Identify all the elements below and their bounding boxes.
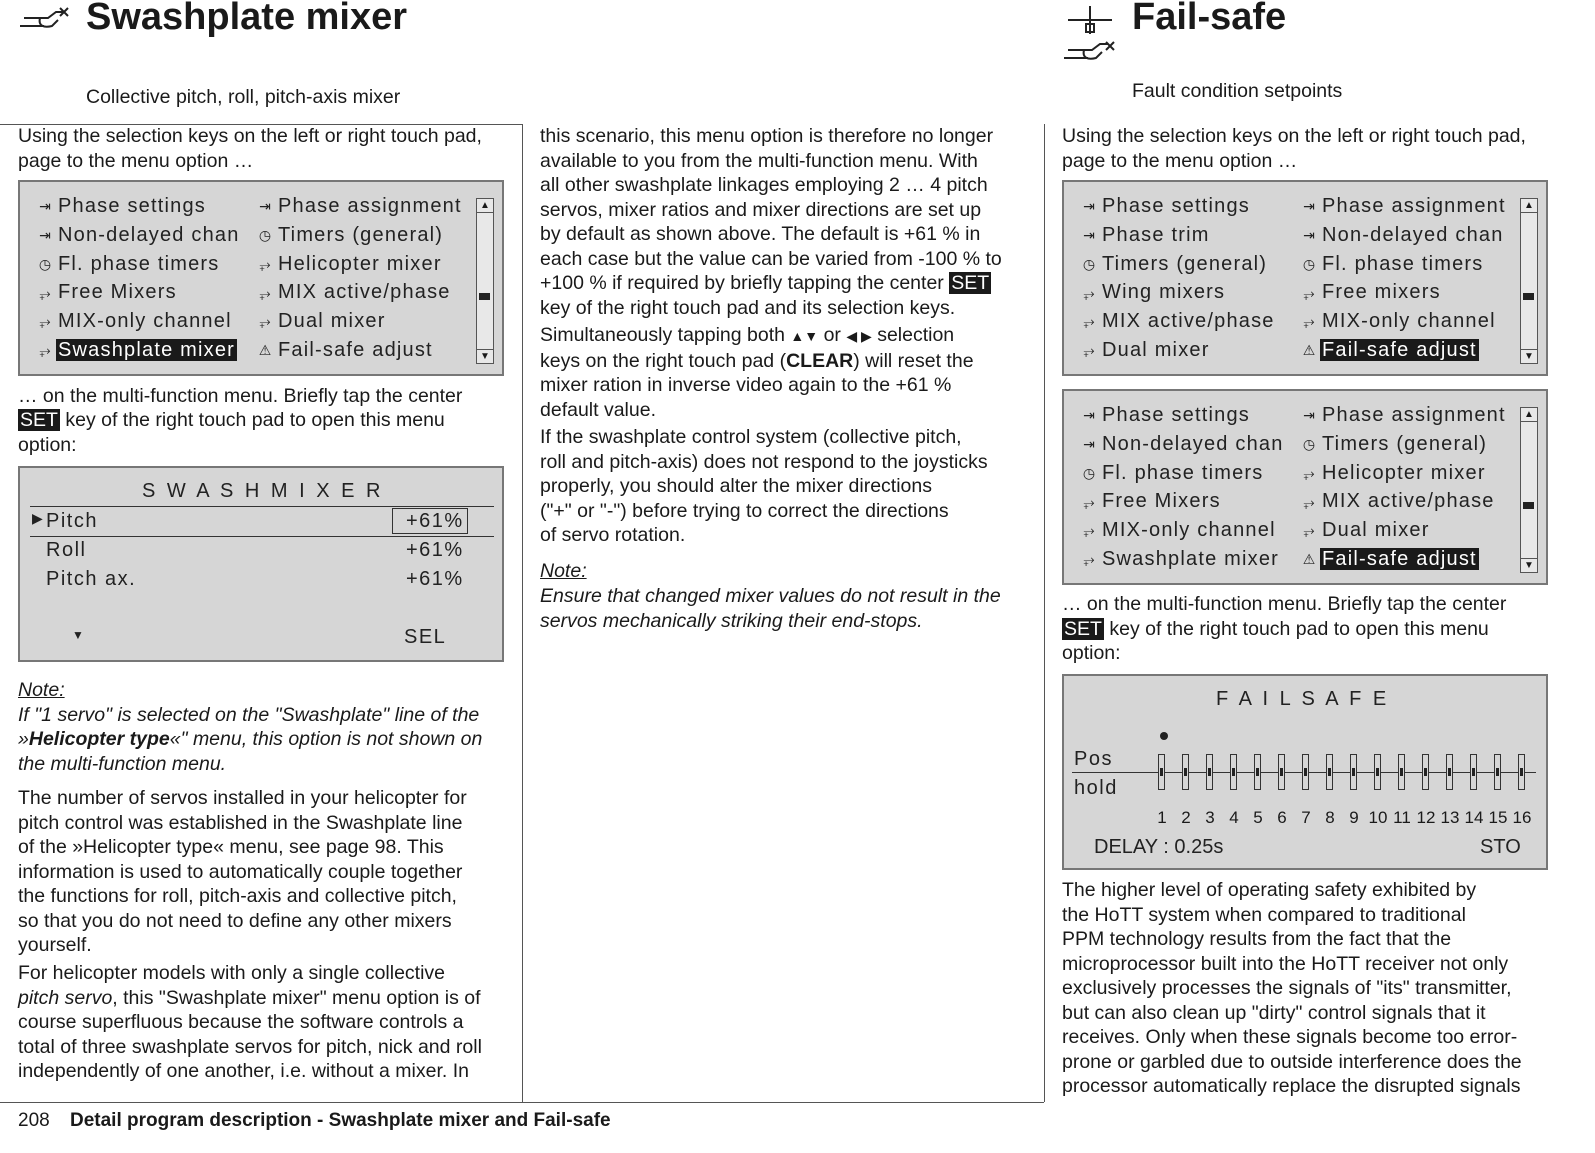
menu-item-label: Dual mixer [1322, 519, 1430, 542]
phase-icon: ⇥ [1083, 227, 1095, 244]
channel-number: 4 [1229, 808, 1239, 827]
scroll-down-icon[interactable]: ▼ [477, 349, 493, 363]
channel-hold-bar[interactable] [1230, 754, 1237, 790]
timer-icon: ◷ [1082, 255, 1096, 272]
col1-intro: Using the selection keys on the left or right touch pad, page to the menu option … [18, 125, 482, 172]
text-line: exclusively processes the signals of "its" transmitter, [1062, 977, 1512, 999]
text-line: information is used to automatically couple together [18, 860, 463, 883]
channel-number: 10 [1368, 808, 1388, 827]
menu-item-label: Free mixers [1322, 281, 1441, 304]
channel-hold-bar[interactable] [1158, 754, 1165, 790]
text-line: but can also clean up "dirty" control signals that it [1062, 1001, 1486, 1024]
menu-item-label: MIX-only channel [1102, 519, 1276, 542]
menu-item[interactable] [1078, 337, 1212, 364]
menu-item-label: Helicopter mixer [278, 252, 442, 275]
text-line: prone or garbled due to outside interference does the [1062, 1050, 1522, 1073]
text-line: pitch control was established in the Swashplate line [18, 811, 463, 834]
text-line: If the swashplate control system (collective pitch, [540, 426, 962, 448]
channel-number: 6 [1277, 808, 1287, 827]
mixer-icon: ⥅ [39, 342, 51, 359]
menu-item[interactable] [34, 193, 208, 220]
mixer-icon: ⥅ [259, 255, 271, 272]
multifunction-menu-1 [18, 180, 504, 376]
mixer-icon: ⥅ [1083, 313, 1095, 330]
mixer-icon: ⥅ [1083, 493, 1095, 510]
menu-item-label: Free Mixers [58, 281, 177, 304]
col2-para2: Simultaneously tapping both ▲▼ or ◀ ▶ selection keys on the right touch pad (CLEAR) will reset the mixer ration in inverse video again to the +61 % default value. [540, 323, 1034, 422]
menu-item[interactable] [1298, 402, 1508, 429]
page-title-right: Fail-safe [1132, 0, 1287, 38]
col2-note [540, 584, 1034, 633]
timer-icon: ◷ [1082, 464, 1096, 481]
mixer-icon: ⥅ [1303, 464, 1315, 481]
failsafe-title: F A I L S A F E [1216, 688, 1390, 710]
menu-item[interactable] [254, 222, 445, 249]
scroll-up-icon[interactable]: ▲ [477, 199, 493, 213]
note-line: the multi-function menu. [18, 753, 227, 775]
mixer-icon: ⥅ [1083, 522, 1095, 539]
mixer-icon: ⥅ [39, 313, 51, 330]
menu-item[interactable] [1078, 460, 1265, 487]
text-line: servos mechanically striking their end-stops. [540, 609, 923, 632]
menu-item[interactable] [1078, 251, 1269, 278]
text-line: The number of servos installed in your helicopter for [18, 787, 467, 809]
channel-hold-bar[interactable] [1302, 754, 1309, 790]
phase-icon: ⇥ [1083, 407, 1095, 424]
menu-item[interactable] [254, 279, 453, 306]
menu-item-label: Swashplate mixer [58, 339, 236, 361]
text-line: independently of one another, i.e. without a mixer. In [18, 1060, 469, 1082]
menu-item-label: Timers (general) [1322, 432, 1488, 455]
timer-icon: ◷ [1302, 255, 1316, 272]
menu-item-label: Dual mixer [1102, 339, 1210, 361]
text-line: all other swashplate linkages employing 2 … 4 pitch [540, 174, 988, 196]
swash-row-roll-value[interactable]: +61% [406, 539, 464, 561]
mixer-icon: ⥅ [1303, 284, 1315, 301]
menu-item[interactable] [1298, 431, 1489, 458]
phase-icon: ⇥ [39, 198, 51, 215]
channel-hold-bar[interactable] [1206, 754, 1213, 790]
menu-item[interactable] [254, 337, 435, 364]
timer-icon: ◷ [258, 227, 272, 244]
channel-number: 3 [1205, 808, 1215, 827]
col3-after-menu-line1: … on the multi-function menu. Briefly tap the center [1062, 593, 1507, 615]
text-line: available to you from the multi-function menu. With [540, 149, 978, 172]
col1-after-menu-line2: SET key of the right touch pad to open this menu [20, 409, 445, 431]
menu-item-label: Phase assignment [278, 195, 462, 217]
channel-number: 1 [1157, 808, 1167, 827]
menu-item[interactable] [34, 251, 221, 278]
store-button[interactable]: STO [1480, 836, 1521, 858]
menu-item[interactable] [1298, 517, 1432, 544]
up-down-arrows-icon: ▲▼ [790, 328, 819, 344]
channel-number: 16 [1512, 808, 1532, 827]
menu-item[interactable] [1298, 193, 1508, 220]
warning-icon: ⚠ [258, 342, 272, 359]
channel-number: 5 [1253, 808, 1263, 827]
mixer-icon: ⥅ [259, 284, 271, 301]
set-key-label: SET [951, 272, 990, 294]
col1-para1 [18, 786, 518, 958]
swash-row-pitch-value[interactable]: +61% [406, 510, 464, 532]
column-divider [1044, 124, 1045, 1102]
menu-item[interactable] [1078, 431, 1286, 458]
channel-hold-bar[interactable] [1494, 754, 1501, 790]
col2-para1: this scenario, this menu option is therefore no longer available to you from the multi-function menu. With all other swashplate linkages employing 2 … 4 pitch servos, mixer ratios and mixer directions are set up by default as shown above. The default is +61 % in each case but the value can be varied from -100 % to +100 % if required by briefly tapping the center SET key of the right touch pad and its selection keys. [540, 124, 1034, 320]
phase-icon: ⇥ [1303, 198, 1315, 215]
text-line: total of three swashplate servos for pitch, nick and roll [18, 1035, 482, 1058]
note-line: »Helicopter type«" menu, this option is not shown on [18, 728, 483, 750]
menu-item[interactable] [34, 337, 237, 364]
menu-item-label: Phase assignment [1322, 195, 1506, 217]
channel-hold-bar[interactable] [1470, 754, 1477, 790]
text-line: by default as shown above. The default is +61 % in [540, 223, 981, 245]
mixer-icon: ⥅ [1303, 522, 1315, 539]
menu-item[interactable] [1078, 517, 1278, 544]
col3-para [1062, 878, 1562, 1099]
channel-hold-bar[interactable] [1446, 754, 1453, 790]
menu-item-label: Fail-safe adjust [1322, 339, 1477, 361]
menu-item-label: Timers (general) [1102, 252, 1268, 275]
menu-item[interactable] [1078, 546, 1281, 573]
note-label: Note: [540, 560, 587, 582]
col3-after-menu-line3: option: [1062, 642, 1121, 664]
phase-icon: ⇥ [1303, 407, 1315, 424]
menu-item-label: MIX active/phase [1322, 490, 1495, 513]
sel-label[interactable]: SEL [404, 626, 447, 648]
page-number: 208 [18, 1110, 50, 1131]
menu-item-label: Fl. phase timers [58, 252, 220, 275]
channel-hold-bar[interactable] [1278, 754, 1285, 790]
text-line: Ensure that changed mixer values do not result in the [540, 585, 1001, 607]
menu-item[interactable] [1298, 222, 1506, 249]
text-line: default value. [540, 398, 657, 421]
text-line: this scenario, this menu option is therefore no longer [540, 125, 994, 147]
scroll-down-icon[interactable]: ▼ [1521, 558, 1537, 572]
note-line: If "1 servo" is selected on the "Swashplate" line of the [18, 704, 480, 726]
menu-item-label: Timers (general) [278, 223, 444, 246]
text-line: PPM technology results from the fact that the [1062, 928, 1452, 950]
menu-item[interactable] [1298, 279, 1443, 306]
menu-item[interactable] [1298, 251, 1485, 278]
menu-item-label: Fail-safe adjust [1322, 548, 1477, 570]
col1-after-menu-line1: … on the multi-function menu. Briefly tap the center [18, 385, 463, 407]
channel-number: 7 [1301, 808, 1311, 827]
channel-hold-bar[interactable] [1518, 754, 1525, 790]
menu-item[interactable] [1078, 279, 1227, 306]
col3-intro: Using the selection keys on the left or right touch pad, page to the menu option … [1062, 125, 1526, 172]
channel-hold-bar[interactable] [1326, 754, 1333, 790]
mixer-icon: ⥅ [39, 284, 51, 301]
menu-item[interactable] [1078, 308, 1277, 335]
hold-label[interactable]: hold [1074, 777, 1118, 799]
menu-item-label: Helicopter mixer [1322, 461, 1486, 484]
channel-hold-bar[interactable] [1254, 754, 1261, 790]
text-line: the HoTT system when compared to traditional [1062, 903, 1466, 926]
timer-icon: ◷ [1302, 436, 1316, 453]
channel-number: 12 [1416, 808, 1436, 827]
footer-title: Detail program description - Swashplate mixer and Fail-safe [70, 1110, 611, 1131]
menu-item[interactable] [254, 193, 464, 220]
col1-after-menu-line3: option: [18, 434, 77, 456]
col1-para2: For helicopter models with only a single collective pitch servo, this "Swashplate mixer" menu option is of course superfluous because the software controls a total of three swashplate servos for pitch, nick and roll independently of one another, i.e. without a mixer. In [18, 961, 518, 1084]
menu-item[interactable] [1078, 402, 1252, 429]
text-line: ("+" or "-") before trying to correct the directions [540, 499, 949, 522]
text-line: roll and pitch-axis) does not respond to the joysticks [540, 450, 988, 473]
menu-item[interactable] [1298, 337, 1479, 364]
menu-item-label: Phase settings [58, 195, 206, 217]
menu-item[interactable] [1078, 488, 1223, 515]
text-line: servos, mixer ratios and mixer directions are set up [540, 198, 982, 221]
selection-dot-icon [1160, 732, 1168, 740]
mixer-icon: ⥅ [259, 313, 271, 330]
phase-icon: ⇥ [1083, 198, 1095, 215]
scroll-up-icon[interactable]: ▲ [1521, 199, 1537, 213]
multifunction-menu-3 [1062, 389, 1548, 585]
text-line: of servo rotation. [540, 524, 686, 546]
phase-icon: ⇥ [39, 227, 51, 244]
swash-row-pitchax-label[interactable]: Pitch ax. [46, 568, 137, 590]
menu-item[interactable] [1078, 222, 1212, 249]
mixer-icon: ⥅ [1303, 493, 1315, 510]
menu-item[interactable] [254, 251, 444, 278]
menu-item-label: MIX-only channel [1322, 310, 1496, 333]
set-key-label: SET [20, 409, 58, 431]
menu-item[interactable] [254, 308, 388, 335]
note-label: Note: [18, 679, 65, 701]
subtitle-right: Fault condition setpoints [1132, 80, 1343, 102]
menu-item-label: Free Mixers [1102, 490, 1221, 513]
text-line: receives. Only when these signals become too error- [1062, 1026, 1518, 1048]
menu-item-label: Fail-safe adjust [278, 339, 433, 361]
text-line: the functions for roll, pitch-axis and collective pitch, [18, 885, 457, 907]
swash-mixer-screen [18, 466, 504, 662]
channel-number: 15 [1488, 808, 1508, 827]
text-line: processor automatically replace the disrupted signals [1062, 1075, 1521, 1097]
footer-rule [0, 1102, 1044, 1103]
phase-icon: ⇥ [259, 198, 271, 215]
scroll-down-icon[interactable]: ▼ [1521, 349, 1537, 363]
menu-item-label: MIX-only channel [58, 310, 232, 333]
channel-number: 11 [1393, 808, 1411, 827]
col2-para3 [540, 425, 1034, 548]
menu-scrollbar[interactable] [1520, 198, 1538, 364]
phase-icon: ⇥ [1303, 227, 1315, 244]
channel-hold-bar[interactable] [1182, 754, 1189, 790]
channel-hold-bar[interactable] [1350, 754, 1357, 790]
menu-item-label: Non-delayed chan [1102, 432, 1284, 455]
row-pointer-icon: ▶ [32, 510, 45, 526]
menu-item-label: Dual mixer [278, 310, 386, 333]
pos-label: Pos [1074, 748, 1113, 770]
menu-item[interactable] [1078, 193, 1252, 220]
channel-hold-bar[interactable] [1374, 754, 1381, 790]
mixer-icon: ⥅ [1083, 342, 1095, 359]
swash-title: S W A S H M I X E R [142, 480, 384, 502]
menu-item-label: MIX active/phase [278, 281, 451, 304]
phase-icon: ⇥ [1083, 436, 1095, 453]
menu-item-label: Phase settings [1102, 195, 1250, 217]
menu-item-label: Phase trim [1102, 223, 1210, 246]
delay-label[interactable]: DELAY : 0.25s [1094, 836, 1224, 858]
multifunction-menu-2 [1062, 180, 1548, 376]
scroll-down-icon[interactable]: ▼ [72, 628, 86, 642]
channel-hold-bar[interactable] [1398, 754, 1405, 790]
warning-icon: ⚠ [1302, 551, 1316, 568]
swash-row-pitchax-value[interactable]: +61% [406, 568, 464, 590]
text-line: properly, you should alter the mixer directions [540, 475, 932, 497]
set-key-label: SET [1064, 618, 1102, 640]
page-title-left: Swashplate mixer [86, 0, 408, 38]
menu-scrollbar[interactable] [1520, 407, 1538, 573]
menu-item[interactable] [1298, 546, 1479, 573]
column-divider [522, 124, 523, 1102]
channel-number: 13 [1440, 808, 1460, 827]
channel-hold-bar[interactable] [1422, 754, 1429, 790]
swash-row-pitch-label[interactable]: Pitch [46, 510, 98, 532]
text-line: of the »Helicopter type« menu, see page 98. This [18, 836, 444, 858]
menu-item-label: Swashplate mixer [1102, 548, 1280, 570]
menu-item[interactable] [1298, 460, 1488, 487]
scroll-up-icon[interactable]: ▲ [1521, 408, 1537, 422]
swash-row-roll-label[interactable]: Roll [46, 539, 87, 561]
text-line: mixer ration in inverse video again to the +61 % [540, 374, 952, 396]
channel-number: 9 [1349, 808, 1359, 827]
fail-safe-screen [1062, 674, 1548, 870]
menu-item-label: Non-delayed chan [1322, 223, 1504, 246]
warning-icon: ⚠ [1302, 342, 1316, 359]
text-line: microprocessor built into the HoTT receiver not only [1062, 952, 1509, 975]
channel-number: 2 [1181, 808, 1191, 827]
mixer-icon: ⥅ [1083, 551, 1095, 568]
menu-item-label: Fl. phase timers [1322, 252, 1484, 275]
text-line: each case but the value can be varied from -100 % to [540, 247, 1002, 270]
menu-item-label: Phase assignment [1322, 404, 1506, 426]
menu-item[interactable] [34, 279, 179, 306]
menu-item[interactable] [34, 222, 242, 249]
col3-after-menu-line2: SET key of the right touch pad to open this menu [1064, 618, 1489, 640]
text-line: course superfluous because the software controls a [18, 1011, 464, 1033]
menu-item-label: Phase settings [1102, 404, 1250, 426]
mixer-icon: ⥅ [1303, 313, 1315, 330]
failsafe-helicopter-icon [1062, 2, 1120, 64]
mixer-icon: ⥅ [1083, 284, 1095, 301]
menu-scrollbar[interactable] [476, 198, 494, 364]
text-line: yourself. [18, 934, 92, 956]
menu-item[interactable] [1298, 308, 1498, 335]
text-line: The higher level of operating safety exhibited by [1062, 879, 1477, 901]
text-line: so that you do not need to define any other mixers [18, 909, 452, 932]
menu-item-label: Wing mixers [1102, 281, 1226, 304]
menu-item[interactable] [1298, 488, 1497, 515]
channel-number: 8 [1325, 808, 1335, 827]
menu-item[interactable] [34, 308, 234, 335]
menu-item-label: MIX active/phase [1102, 310, 1275, 333]
helicopter-icon [18, 4, 70, 32]
left-right-arrows-icon: ◀ ▶ [846, 328, 872, 344]
menu-item-label: Fl. phase timers [1102, 461, 1264, 484]
menu-item-label: Non-delayed chan [58, 223, 240, 246]
timer-icon: ◷ [38, 255, 52, 272]
channel-number: 14 [1464, 808, 1484, 827]
subtitle-left: Collective pitch, roll, pitch-axis mixer [86, 86, 401, 108]
